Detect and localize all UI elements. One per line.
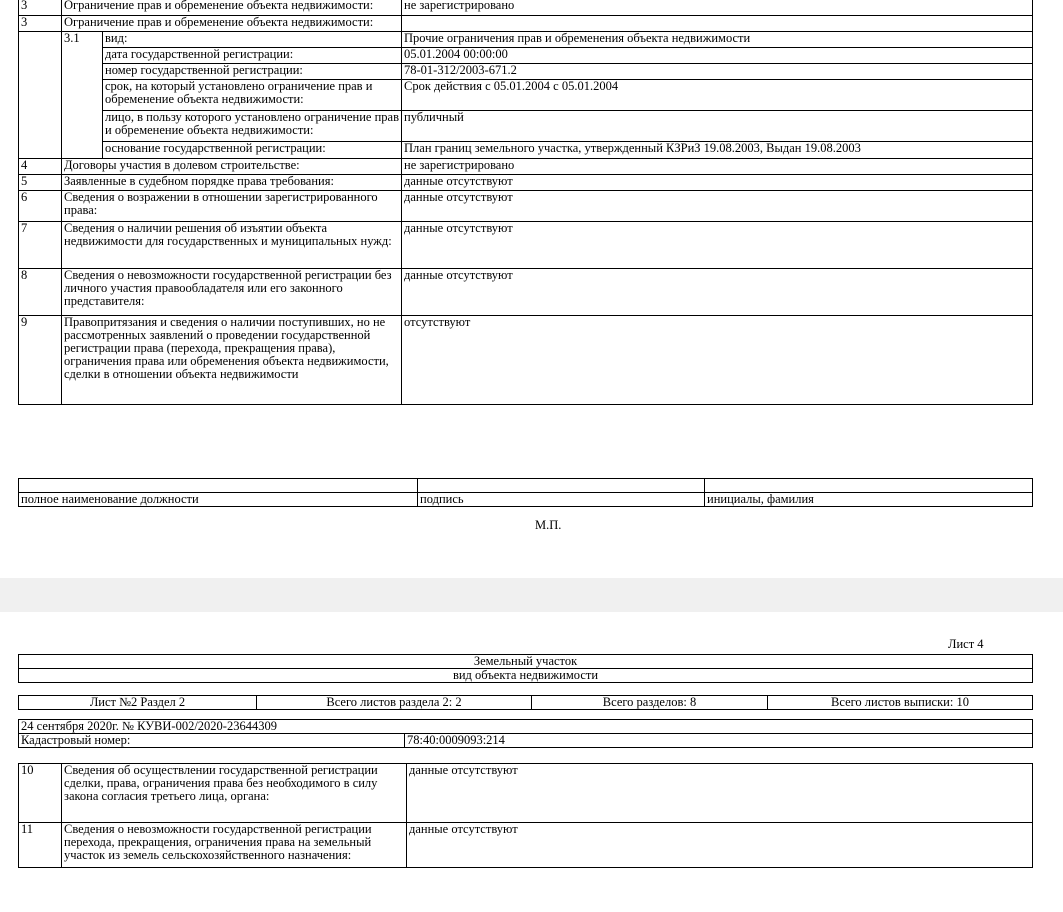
row-num: 10 xyxy=(19,764,62,823)
sub-value: Срок действия с 05.01.2004 с 05.01.2004 xyxy=(402,80,1033,111)
object-header xyxy=(18,654,1033,683)
cadastral-label: Кадастровый номер: xyxy=(19,734,405,748)
sub-label: номер государственной регистрации: xyxy=(103,64,402,80)
row-label: Сведения о наличии решения об изъятии объекта недвижимости для государственных и муниципальных нужд: xyxy=(62,222,402,269)
row-value: данные отсутствуют xyxy=(407,823,1033,868)
sub-value: План границ земельного участка, утвержденный КЗРиЗ 19.08.2003, Выдан 19.08.2003 xyxy=(402,142,1033,159)
row-num: 4 xyxy=(19,159,62,175)
row-label: Заявленные в судебном порядке права требования: xyxy=(62,175,402,191)
row-num: 9 xyxy=(19,316,62,405)
row-num: 11 xyxy=(19,823,62,868)
stamp-place: М.П. xyxy=(535,518,562,532)
row-label: Ограничение прав и обременение объекта недвижимости: xyxy=(62,16,402,32)
cadastral-value: 78:40:0009093:214 xyxy=(405,734,1033,748)
row-value: данные отсутствуют xyxy=(402,222,1033,269)
row-label: Сведения о невозможности государственной регистрации без личного участия правообладателя или его законного представителя: xyxy=(62,269,402,316)
sub-label: лицо, в пользу которого установлено ограничение прав и обременение объекта недвижимости: xyxy=(103,111,402,142)
signature-table xyxy=(18,478,1033,507)
section-extract-total: Всего листов выписки: 10 xyxy=(768,696,1033,710)
sub-label: дата государственной регистрации: xyxy=(103,48,402,64)
section-sections-total: Всего разделов: 8 xyxy=(532,696,768,710)
row-num: 3 xyxy=(19,16,62,32)
object-type: Земельный участок xyxy=(19,655,1033,669)
signature-sign: подпись xyxy=(418,493,705,507)
sub-label: основание государственной регистрации: xyxy=(103,142,402,159)
row-label: Сведения о возражении в отношении зарегистрированного права: xyxy=(62,191,402,222)
row-value: не зарегистрировано xyxy=(402,0,1033,16)
sub-label: срок, на который установлено ограничение прав и обременение объекта недвижимости: xyxy=(103,80,402,111)
sub-label: вид: xyxy=(103,32,402,48)
row-label: Ограничение прав и обременение объекта недвижимости: xyxy=(62,0,402,16)
row-num: 7 xyxy=(19,222,62,269)
sub-num: 3.1 xyxy=(62,32,103,159)
row-label: Договоры участия в долевом строительстве: xyxy=(62,159,402,175)
row-value xyxy=(402,16,1033,32)
row-value: данные отсутствуют xyxy=(402,191,1033,222)
signature-name: инициалы, фамилия xyxy=(705,493,1033,507)
extract-info xyxy=(18,719,1033,748)
row-num: 8 xyxy=(19,269,62,316)
object-caption: вид объекта недвижимости xyxy=(19,669,1033,683)
section-bar xyxy=(18,695,1033,710)
sheet-number: Лист 4 xyxy=(948,637,984,651)
section-sheet: Лист №2 Раздел 2 xyxy=(19,696,257,710)
signature-position: полное наименование должности xyxy=(19,493,418,507)
extract-table-2 xyxy=(18,763,1033,868)
row-value: не зарегистрировано xyxy=(402,159,1033,175)
row-value: данные отсутствуют xyxy=(407,764,1033,823)
page-gap xyxy=(0,578,1063,612)
extract-table xyxy=(18,0,1033,405)
sub-value: 78-01-312/2003-671.2 xyxy=(402,64,1033,80)
row-value: данные отсутствуют xyxy=(402,269,1033,316)
row-num: 6 xyxy=(19,191,62,222)
row-value: данные отсутствуют xyxy=(402,175,1033,191)
sub-value: 05.01.2004 00:00:00 xyxy=(402,48,1033,64)
section-sheets-total: Всего листов раздела 2: 2 xyxy=(257,696,532,710)
extract-date-line: 24 сентября 2020г. № КУВИ-002/2020-23644309 xyxy=(19,720,1033,734)
row-value: отсутствуют xyxy=(402,316,1033,405)
row-label: Сведения об осуществлении государственной регистрации сделки, права, ограничения права без необходимого в силу закона согласия третьего лица, органа: xyxy=(62,764,407,823)
sub-value: Прочие ограничения прав и обременения объекта недвижимости xyxy=(402,32,1033,48)
sub-value: публичный xyxy=(402,111,1033,142)
row-num: 5 xyxy=(19,175,62,191)
row-label: Сведения о невозможности государственной регистрации перехода, прекращения, ограничения права на земельный участок из земель сельскохозяйственного назначения: xyxy=(62,823,407,868)
row-num: 3 xyxy=(19,0,62,16)
row-label: Правопритязания и сведения о наличии поступивших, но не рассмотренных заявлений о проведении государственной регистрации права (перехода, прекращения права), ограничения права или обременения объекта недвижимости, сделки в отношении объекта недвижимости xyxy=(62,316,402,405)
